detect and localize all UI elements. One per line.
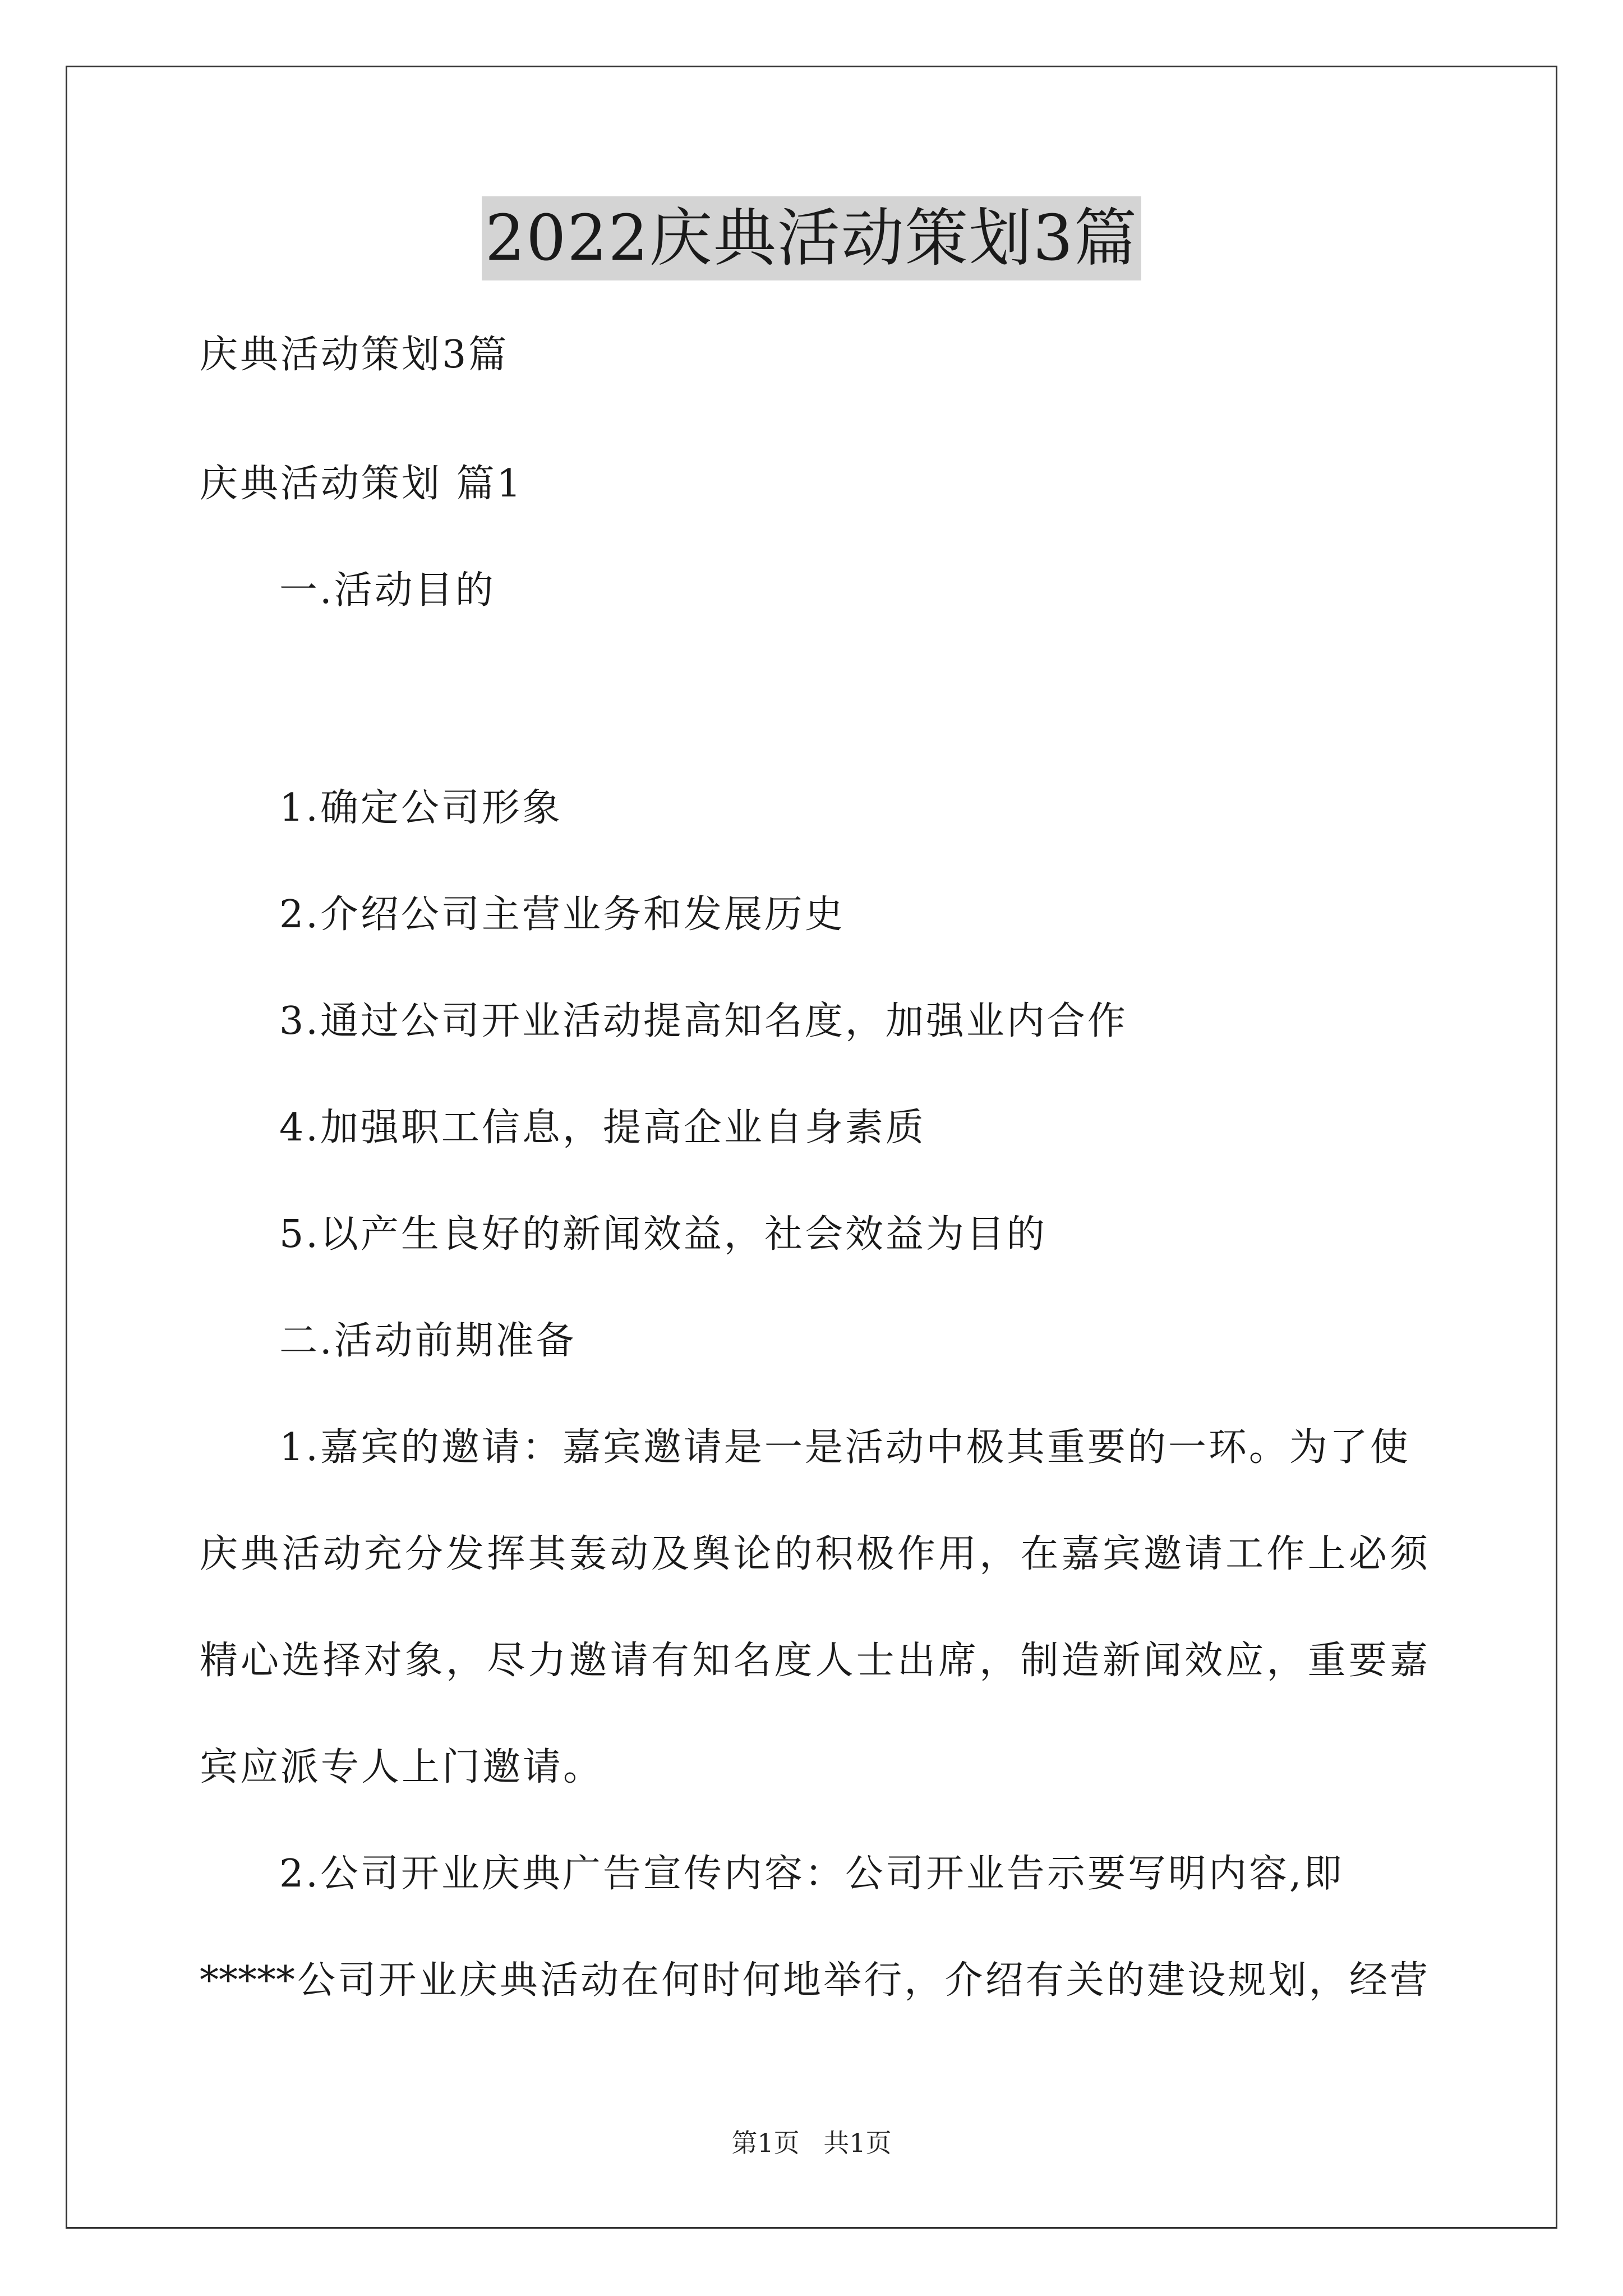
document-title: 2022庆典活动策划3篇 [482,196,1141,280]
section-heading-part1: 庆典活动策划 篇1 [200,462,523,506]
list-item: 2.介绍公司主营业务和发展历史 [279,892,845,937]
paragraph-line: 1.嘉宾的邀请：嘉宾邀请是一是活动中极其重要的一环。为了使 [279,1425,1410,1470]
paragraph-line: 庆典活动充分发挥其轰动及舆论的积极作用，在嘉宾邀请工作上必须 [200,1532,1428,1576]
list-item: 3.通过公司开业活动提高知名度，加强业内合作 [279,999,1128,1043]
page-footer [0,2126,1623,2160]
list-item: 1.确定公司形象 [279,786,562,830]
page-total: 共1页 [823,2128,892,2158]
paragraph-line: 宾应派专人上门邀请。 [200,1745,604,1789]
heading-preparation: 二.活动前期准备 [279,1319,577,1363]
list-item: 5.以产生良好的新闻效益，社会效益为目的 [279,1212,1047,1257]
paragraph-line: 精心选择对象，尽力邀请有知名度人士出席，制造新闻效应，重要嘉 [200,1639,1428,1683]
document-subtitle: 庆典活动策划3篇 [200,333,509,377]
paragraph-line: *****公司开业庆典活动在何时何地举行，介绍有关的建设规划，经营 [200,1958,1428,2003]
page-number: 第1页 [731,2128,800,2158]
list-item: 4.加强职工信息，提高企业自身素质 [279,1106,926,1150]
heading-activity-purpose: 一.活动目的 [279,568,496,613]
title-container [0,196,1623,280]
paragraph-line: 2.公司开业庆典广告宣传内容：公司开业告示要写明内容,即 [279,1852,1344,1896]
